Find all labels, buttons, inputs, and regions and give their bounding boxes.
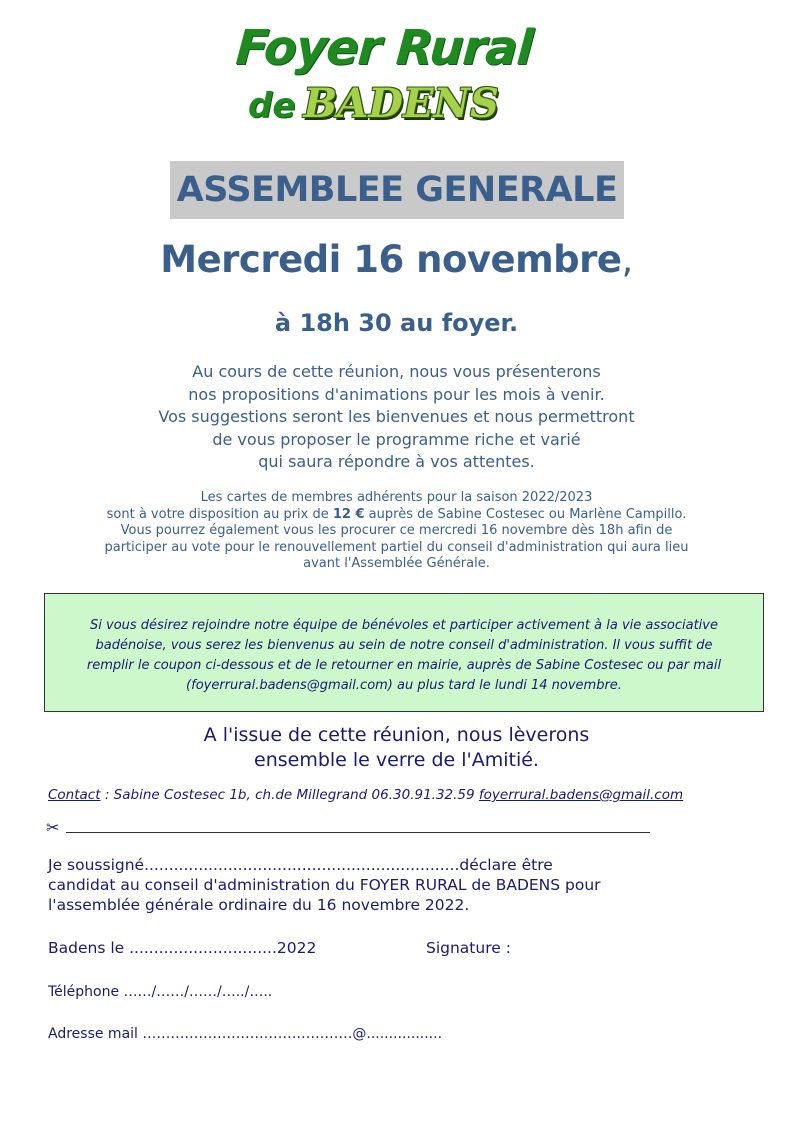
closing-text: [0, 723, 793, 773]
intro-line: Au cours de cette réunion, nous vous présenterons: [192, 362, 601, 381]
volunteer-line: badénoise, vous serez les bienvenus au sein de notre conseil d'administration. Il vous suffit de: [95, 638, 713, 653]
date-field: Badens le ..............................2022: [48, 939, 317, 957]
intro-line: qui saura répondre à vos attentes.: [258, 452, 535, 471]
membership-line: avant l'Assemblée Générale.: [303, 556, 490, 571]
event-date: [0, 238, 793, 281]
event-date-text: Mercredi 16 novembre: [160, 238, 622, 281]
membership-paragraph: [40, 490, 753, 573]
membership-text: sont à votre disposition au prix de: [106, 506, 333, 522]
logo-subtitle: [248, 80, 499, 136]
closing-line: A l'issue de cette réunion, nous lèverons: [203, 724, 590, 746]
signature-field: Signature :: [426, 939, 511, 957]
volunteer-text: [44, 616, 764, 696]
logo-badens: BADENS: [303, 80, 499, 127]
contact-line: [48, 787, 683, 803]
phone-field: Téléphone ……/……/……/…../…..: [48, 984, 273, 1000]
membership-price: 12 €: [332, 506, 365, 522]
volunteer-line: (foyerrural.badens@gmail.com) au plus tard le lundi 14 novembre.: [186, 678, 622, 693]
intro-line: nos propositions d'animations pour les mois à venir.: [188, 384, 605, 404]
intro-line: Vos suggestions seront les bienvenues et nous permettront: [158, 407, 635, 426]
membership-line: [40, 507, 753, 524]
volunteer-line: remplir le coupon ci-dessous et de le retourner en mairie, auprès de Sabine Costesec ou par mail: [86, 658, 722, 673]
intro-paragraph: [100, 361, 693, 474]
logo-de: de: [248, 86, 296, 126]
membership-line: participer au vote pour le renouvellement partiel du conseil d'administration qui aura lieu: [104, 539, 689, 555]
volunteer-line: Si vous désirez rejoindre notre équipe de bénévoles et participer activement à la vie associative: [90, 618, 718, 633]
event-time: à 18h 30 au foyer.: [274, 309, 519, 337]
logo-title: Foyer Rural: [234, 20, 535, 76]
closing-line: ensemble le verre de l'Amitié.: [254, 749, 539, 771]
contact-label: Contact: [48, 787, 101, 803]
cut-line: [66, 832, 650, 833]
candidate-form: [48, 855, 601, 915]
form-line: Je soussigné................................................................déclare être: [48, 856, 553, 874]
intro-line: de vous proposer le programme riche et varié: [212, 429, 581, 449]
form-line: candidat au conseil d'administration du FOYER RURAL de BADENS pour: [48, 876, 601, 894]
event-date-comma: ,: [621, 238, 633, 281]
contact-details: : Sabine Costesec 1b, ch.de Millegrand 06.30.91.32.59: [100, 787, 479, 803]
contact-email-link[interactable]: foyerrural.badens@gmail.com: [478, 787, 684, 803]
membership-line: Vous pourrez également vous les procurer ce mercredi 16 novembre dès 18h afin de: [120, 523, 673, 538]
scissors-icon: ✂: [46, 818, 60, 837]
page-title: ASSEMBLEE GENERALE: [176, 170, 618, 210]
form-line: l'assemblée générale ordinaire du 16 novembre 2022.: [48, 896, 470, 914]
membership-line: Les cartes de membres adhérents pour la saison 2022/2023: [200, 490, 593, 505]
membership-text: auprès de Sabine Costesec ou Marlène Campillo.: [364, 506, 687, 522]
email-field: Adresse mail ………………………………………@.................: [48, 1026, 443, 1042]
